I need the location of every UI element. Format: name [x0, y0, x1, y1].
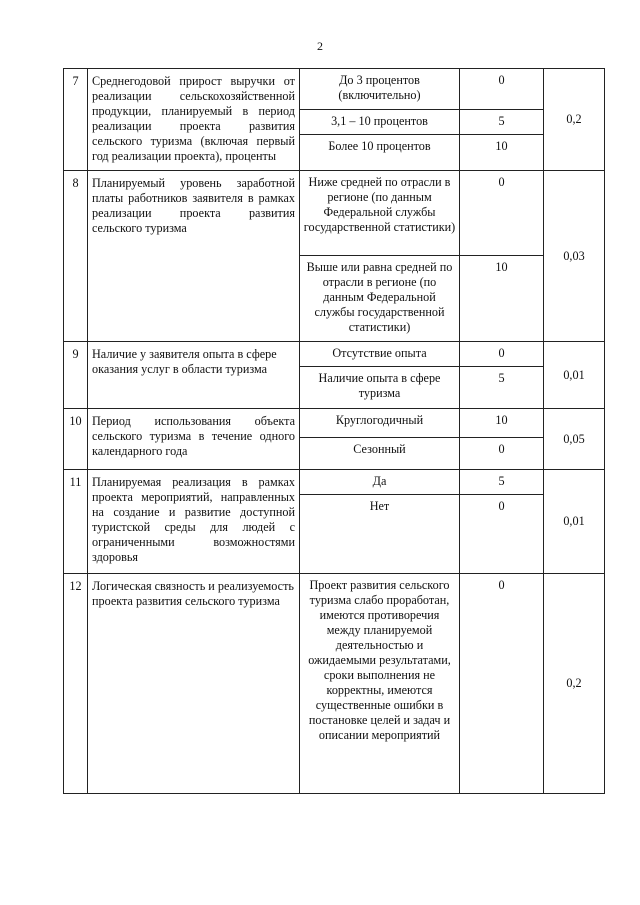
criterion-number: 9	[64, 342, 88, 409]
criterion-weight: 0,01	[544, 342, 605, 409]
table-row	[64, 342, 605, 367]
option-label: Отсутствие опыта	[300, 342, 460, 367]
option-score: 5	[460, 470, 544, 495]
option-label: Да	[300, 470, 460, 495]
table-row	[64, 409, 605, 438]
criterion-weight: 0,2	[544, 574, 605, 794]
option-label: Проект развития сельского туризма слабо проработан, имеются противоречия между планируемой деятельностью и ожидаемыми результатами, сроки выполнения не корректны, имеются существенные ошибки в постановке целей и задач и описании мероприятий	[300, 574, 460, 794]
table-row	[64, 470, 605, 495]
option-score: 0	[460, 495, 544, 574]
option-label: Ниже средней по отрасли в регионе (по данным Федеральной службы государственной статистики)	[300, 171, 460, 256]
criterion-number: 8	[64, 171, 88, 342]
criterion-name: Среднегодовой прирост выручки от реализации сельскохозяйственной продукции, планируемый в период реализации проекта развития сельского туризма (включая первый год реализации проекта), проценты	[88, 69, 300, 171]
criterion-number: 7	[64, 69, 88, 171]
option-score: 0	[460, 342, 544, 367]
option-score: 10	[460, 256, 544, 342]
option-score: 0	[460, 574, 544, 794]
option-score: 0	[460, 438, 544, 470]
option-score: 0	[460, 69, 544, 110]
criterion-name: Логическая связность и реализуемость проекта развития сельского туризма	[88, 574, 300, 794]
criterion-weight: 0,01	[544, 470, 605, 574]
criterion-number: 11	[64, 470, 88, 574]
criterion-weight: 0,2	[544, 69, 605, 171]
table-row	[64, 69, 605, 110]
option-label: Нет	[300, 495, 460, 574]
criterion-number: 12	[64, 574, 88, 794]
option-label: Более 10 процентов	[300, 135, 460, 171]
option-label: Сезонный	[300, 438, 460, 470]
criterion-number: 10	[64, 409, 88, 470]
option-label: Круглогодичный	[300, 409, 460, 438]
table-row	[64, 574, 605, 794]
option-score: 5	[460, 110, 544, 135]
criterion-name: Наличие у заявителя опыта в сфере оказания услуг в области туризма	[88, 342, 300, 409]
criterion-weight: 0,03	[544, 171, 605, 342]
option-score: 0	[460, 171, 544, 256]
criteria-table	[63, 68, 605, 794]
option-score: 10	[460, 135, 544, 171]
option-label: До 3 процентов (включительно)	[300, 69, 460, 110]
option-label: Наличие опыта в сфере туризма	[300, 367, 460, 409]
option-label: Выше или равна средней по отрасли в регионе (по данным Федеральной службы государственной статистики)	[300, 256, 460, 342]
option-label: 3,1 – 10 процентов	[300, 110, 460, 135]
option-score: 5	[460, 367, 544, 409]
criterion-name: Планируемая реализация в рамках проекта мероприятий, направленных на создание и развитие доступной туристской среды для людей с ограниченными возможностями здоровья	[88, 470, 300, 574]
option-score: 10	[460, 409, 544, 438]
page-number: 2	[317, 39, 323, 53]
criterion-name: Период использования объекта сельского туризма в течение одного календарного года	[88, 409, 300, 470]
criterion-name: Планируемый уровень заработной платы работников заявителя в рамках реализации проекта развития сельского туризма	[88, 171, 300, 342]
criterion-weight: 0,05	[544, 409, 605, 470]
table-row	[64, 171, 605, 256]
